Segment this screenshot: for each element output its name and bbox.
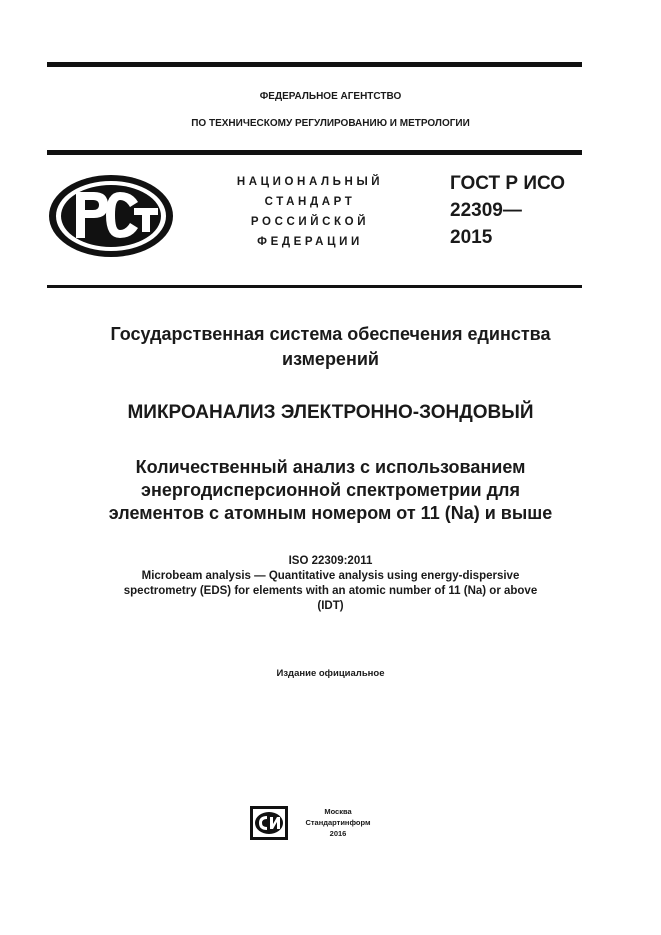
system-title-line-2: измерений: [282, 349, 379, 369]
designation-line-1: ГОСТ Р ИСО: [450, 173, 566, 194]
edition-note: Издание официальное: [276, 668, 385, 679]
bottom-header-rule: [47, 285, 582, 288]
standard-label-line-3: РОССИЙСКОЙ: [250, 216, 370, 228]
sub-title: [0, 456, 661, 525]
system-title-line-1: Государственная система обеспечения единства: [110, 324, 551, 344]
designation-line-2: 22309—: [450, 200, 522, 221]
sub-title-line-1: Количественный анализ с использованием: [135, 457, 526, 477]
iso-title-line-1: Microbeam analysis — Quantitative analysis using energy-dispersive: [141, 570, 520, 582]
main-title: МИКРОАНАЛИЗ ЭЛЕКТРОННО-ЗОНДОВЫЙ: [127, 402, 534, 423]
standartinform-logo-icon: [250, 806, 288, 840]
standard-label-line-1: НАЦИОНАЛЬНЫЙ: [236, 176, 384, 188]
iso-reference: [0, 554, 661, 614]
agency-line-2: ПО ТЕХНИЧЕСКОМУ РЕГУЛИРОВАНИЮ И МЕТРОЛОГИИ: [191, 118, 470, 129]
designation-line-3: 2015: [450, 227, 493, 248]
iso-title-line-3: (IDT): [317, 600, 344, 612]
agency-line-1: ФЕДЕРАЛЬНОЕ АГЕНТСТВО: [259, 91, 402, 102]
system-title: [0, 322, 661, 372]
publisher-info: [298, 806, 378, 839]
standard-label-line-4: ФЕДЕРАЦИИ: [257, 236, 363, 248]
header-rule: [47, 150, 582, 155]
standard-designation: [450, 170, 590, 251]
sub-title-line-3: элементов с атомным номером от 11 (Na) и выше: [108, 503, 553, 523]
national-standard-label: [210, 172, 410, 252]
iso-code: ISO 22309:2011: [288, 555, 373, 567]
gost-r-emblem-icon: [46, 172, 176, 260]
sub-title-line-2: энергодисперсионной спектрометрии для: [141, 480, 520, 500]
publisher-city: Москва: [324, 807, 352, 816]
publisher-name: Стандартинформ: [305, 818, 371, 827]
top-rule: [47, 62, 582, 67]
publisher-year: 2016: [329, 829, 347, 838]
iso-title-line-2: spectrometry (EDS) for elements with an atomic number of 11 (Na) or above: [123, 585, 538, 597]
standard-label-line-2: СТАНДАРТ: [264, 196, 356, 208]
